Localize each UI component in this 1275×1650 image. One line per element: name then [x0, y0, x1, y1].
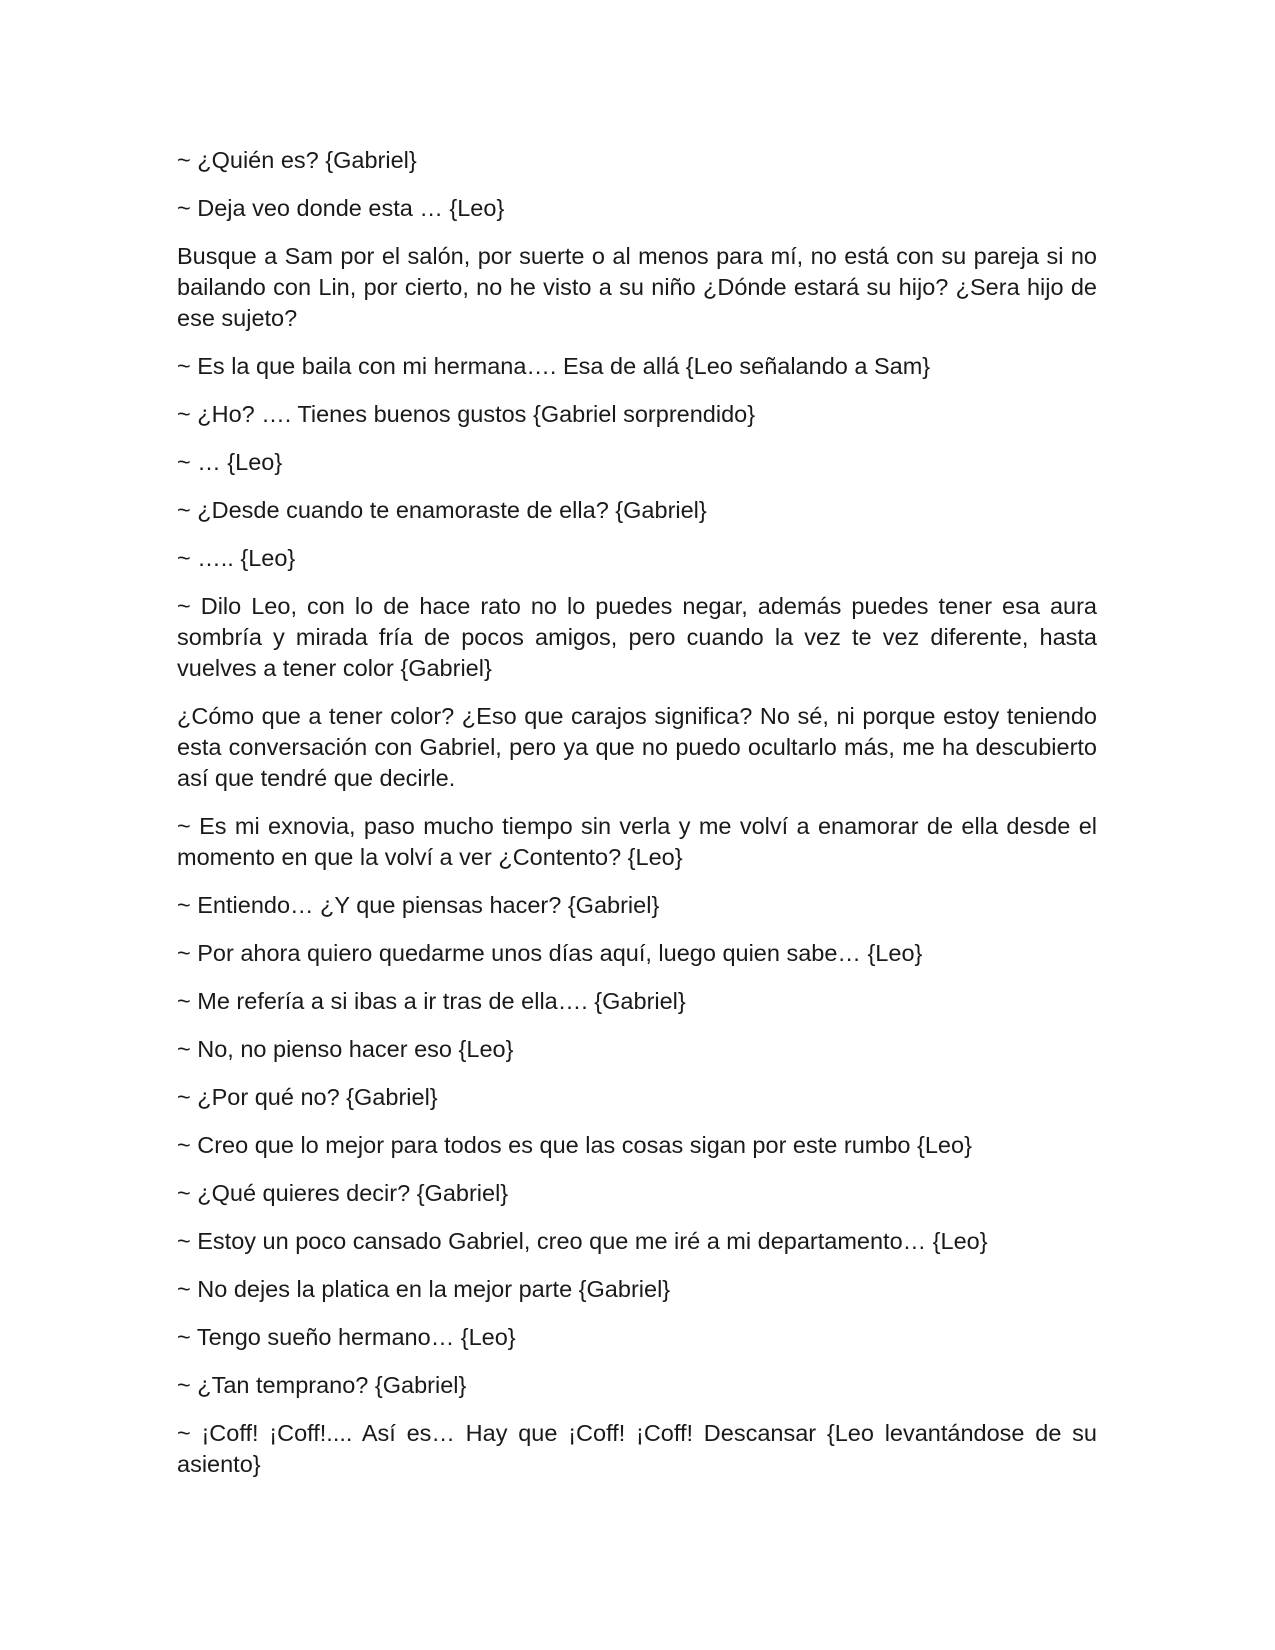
dialogue-line: ~ Es la que baila con mi hermana…. Esa de allá {Leo señalando a Sam} [177, 353, 931, 379]
narration-paragraph: Busque a Sam por el salón, por suerte o al menos para mí, no está con su pareja si no bailando con Lin, por cierto, no he visto a su niño ¿Dónde estará su hijo? ¿Sera hijo de ese sujeto? [177, 243, 1097, 331]
dialogue-line: ~ Creo que lo mejor para todos es que las cosas sigan por este rumbo {Leo} [177, 1132, 972, 1158]
dialogue-line: ~ Tengo sueño hermano… {Leo} [177, 1324, 516, 1350]
dialogue-line: ~ … {Leo} [177, 449, 283, 475]
dialogue-line: ~ No, no pienso hacer eso {Leo} [177, 1036, 514, 1062]
dialogue-line: ~ No dejes la platica en la mejor parte {Gabriel} [177, 1276, 671, 1302]
dialogue-line: ~ ¿Ho? …. Tienes buenos gustos {Gabriel sorprendido} [177, 401, 756, 427]
dialogue-line: ~ Es mi exnovia, paso mucho tiempo sin verla y me volví a enamorar de ella desde el momento en que la volví a ver ¿Contento? {Leo} [177, 813, 1097, 870]
document-body [177, 145, 1097, 1497]
dialogue-line: ~ ¿Tan temprano? {Gabriel} [177, 1372, 467, 1398]
dialogue-line: ~ Por ahora quiero quedarme unos días aquí, luego quien sabe… {Leo} [177, 940, 923, 966]
dialogue-line: ~ ¿Qué quieres decir? {Gabriel} [177, 1180, 509, 1206]
dialogue-line: ~ Entiendo… ¿Y que piensas hacer? {Gabriel} [177, 892, 660, 918]
dialogue-line: ~ ¡Coff! ¡Coff!.... Así es… Hay que ¡Coff! ¡Coff! Descansar {Leo levantándose de su asiento} [177, 1420, 1097, 1477]
dialogue-line: ~ ¿Quién es? {Gabriel} [177, 147, 417, 173]
dialogue-line: ~ Deja veo donde esta … {Leo} [177, 195, 505, 221]
dialogue-line: ~ Me refería a si ibas a ir tras de ella…. {Gabriel} [177, 988, 686, 1014]
dialogue-line: ~ Estoy un poco cansado Gabriel, creo que me iré a mi departamento… {Leo} [177, 1228, 988, 1254]
dialogue-line: ~ Dilo Leo, con lo de hace rato no lo puedes negar, además puedes tener esa aura sombría y mirada fría de pocos amigos, pero cuando la vez te vez diferente, hasta vuelves a tener color {Gabriel} [177, 593, 1097, 681]
dialogue-line: ~ ¿Por qué no? {Gabriel} [177, 1084, 438, 1110]
dialogue-line: ~ ….. {Leo} [177, 545, 296, 571]
dialogue-line: ~ ¿Desde cuando te enamoraste de ella? {Gabriel} [177, 497, 707, 523]
narration-paragraph: ¿Cómo que a tener color? ¿Eso que carajos significa? No sé, ni porque estoy teniendo esta conversación con Gabriel, pero ya que no puedo ocultarlo más, me ha descubierto así que tendré que decirle. [177, 703, 1097, 791]
